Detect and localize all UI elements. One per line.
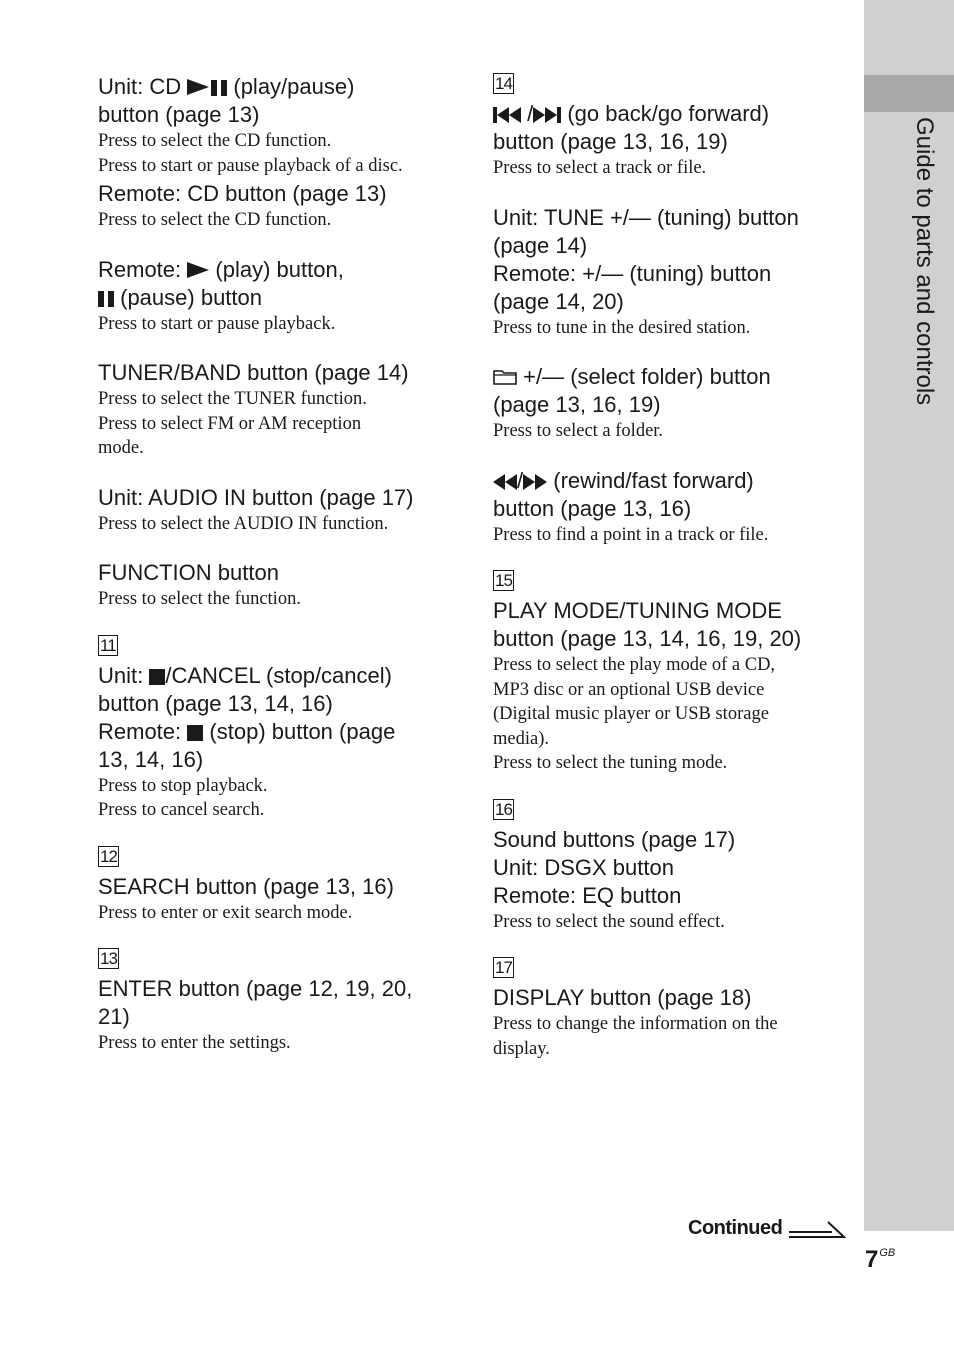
entry-description: Press to select the play mode of a CD, (493, 655, 776, 675)
entry-heading: FUNCTION button (98, 560, 279, 585)
entry-description: Press to select the function. (98, 589, 301, 609)
entry-sound (493, 826, 838, 935)
entry-heading: PLAY MODE/TUNING MODE (493, 598, 782, 623)
entry-description: Press to start or pause playback of a disc. (98, 155, 403, 176)
entry-display (493, 984, 838, 1061)
entry-description: Press to start or pause playback. (98, 313, 336, 334)
entry-rewind-fast-forward (493, 467, 838, 548)
page-number (865, 1246, 895, 1274)
rewind-icon (493, 474, 505, 490)
pause-icon (211, 80, 227, 96)
section-title: Guide to parts and controls (911, 117, 938, 406)
entry-description: Press to select a track or file. (493, 158, 707, 178)
item-number-11: 11 (100, 635, 116, 655)
continued-arrow-icon (788, 1218, 846, 1240)
entry-heading-line: (pause) button (98, 284, 450, 312)
entry-heading-line: 13, 14, 16) (98, 746, 204, 772)
entry-description: Press to select the CD function. (98, 131, 332, 151)
left-column (98, 73, 450, 1079)
entry-heading: Sound buttons (page 17) (493, 826, 736, 852)
item-number-14: 14 (495, 74, 512, 93)
entry-tuner-band (98, 359, 450, 461)
entry-description: Press to select a folder. (493, 421, 664, 441)
next-icon (557, 107, 561, 123)
stop-icon (149, 669, 165, 685)
pause-icon (98, 291, 114, 307)
continued-label: Continued (688, 1217, 783, 1239)
entry-description: Press to find a point in a track or file. (493, 524, 769, 545)
entry-function (98, 559, 450, 612)
stop-icon (187, 725, 203, 741)
entry-description: Press to select the CD function. (98, 210, 332, 230)
sidebar-tab-marker (864, 75, 954, 112)
entry-description: display. (493, 1038, 550, 1059)
entry-heading-line: Remote: EQ button (493, 882, 682, 908)
next-icon-arrow (545, 107, 557, 123)
entry-description: Press to select the tuning mode. (493, 753, 728, 773)
fast-forward-icon-arrow (535, 474, 547, 490)
next-icon-arrow (533, 107, 545, 123)
entry-heading: ENTER button (page 12, 19, 20, (98, 976, 413, 1001)
play-icon (187, 262, 209, 278)
fast-forward-icon (523, 474, 535, 490)
page-number-suffix: GB (879, 1247, 896, 1259)
entry-heading-line: button (page 13, 14, 16, 19, 20) (493, 626, 802, 651)
entry-description: Press to select FM or AM reception (98, 413, 362, 434)
rewind-icon-arrow (505, 474, 517, 490)
entry-description: Press to select the sound effect. (493, 911, 725, 932)
entry-heading-line: (page 14) (493, 232, 588, 258)
entry-description: (Digital music player or USB storage (493, 704, 769, 724)
item-number-12: 12 (100, 846, 117, 866)
entry-heading: DISPLAY button (page 18) (493, 985, 752, 1010)
entry-description: Press to select the AUDIO IN function. (98, 513, 389, 534)
entry-heading: Unit: /CANCEL (stop/cancel) (98, 662, 392, 688)
previous-icon-arrow (497, 107, 509, 123)
entry-heading-line: button (page 13) (98, 102, 260, 127)
entry-enter (98, 975, 450, 1056)
item-number-16: 16 (495, 799, 512, 819)
entry-heading-line: button (page 13, 16) (493, 495, 692, 521)
entry-description: Press to enter or exit search mode. (98, 902, 353, 923)
entry-remote-cd (98, 180, 450, 233)
entry-heading: Remote: (play) button, (98, 256, 344, 282)
entry-description: Press to change the information on the (493, 1014, 778, 1034)
entry-tune (493, 204, 838, 341)
entry-description: Press to stop playback. (98, 775, 268, 796)
entry-stop-cancel (98, 662, 450, 823)
entry-description: Press to tune in the desired station. (493, 317, 751, 338)
entry-description: media). (493, 728, 549, 749)
play-icon (187, 79, 209, 95)
folder-icon (493, 369, 517, 385)
entry-go-back-forward (493, 100, 838, 181)
entry-description: Press to select the TUNER function. (98, 389, 367, 409)
entry-heading-line: Unit: DSGX button (493, 854, 674, 880)
entry-heading-line: Remote: +/— (tuning) button (493, 260, 772, 286)
sidebar-band (864, 0, 954, 1231)
item-number-13: 13 (100, 949, 117, 968)
entry-heading: SEARCH button (page 13, 16) (98, 873, 394, 899)
entry-heading-line: 21) (98, 1004, 130, 1029)
entry-heading-line: (page 13, 16, 19) (493, 392, 661, 417)
entry-heading-line: (page 14, 20) (493, 288, 624, 314)
entry-play-mode (493, 597, 838, 776)
entry-select-folder (493, 363, 838, 444)
entry-description: Press to enter the settings. (98, 1033, 291, 1053)
entry-heading-line: button (page 13, 16, 19) (493, 129, 728, 154)
entry-heading: Remote: CD button (page 13) (98, 181, 387, 206)
entry-heading: / (rewind/fast forward) (493, 467, 838, 495)
entry-heading: / (go back/go forward) (493, 100, 838, 128)
entry-remote-play-pause (98, 256, 450, 337)
right-column (493, 73, 838, 1084)
previous-icon-arrow (509, 107, 521, 123)
entry-description: MP3 disc or an optional USB device (493, 679, 765, 700)
entry-unit-cd-play-pause (98, 73, 450, 178)
entry-heading: Unit: CD (play/pause) (98, 74, 355, 99)
item-number-15: 15 (495, 571, 512, 590)
entry-description: Press to cancel search. (98, 800, 265, 820)
item-number-17: 17 (495, 958, 512, 977)
entry-heading-line: Remote: (stop) button (page (98, 718, 396, 744)
page-number-value: 7 (865, 1246, 879, 1273)
entry-heading: Unit: AUDIO IN button (page 17) (98, 484, 414, 510)
entry-heading: Unit: TUNE +/— (tuning) button (493, 204, 799, 230)
entry-description: mode. (98, 438, 144, 458)
entry-heading: +/— (select folder) button (493, 363, 838, 391)
entry-search (98, 873, 450, 926)
entry-heading: TUNER/BAND button (page 14) (98, 360, 409, 385)
continued-marker (688, 1217, 846, 1240)
entry-heading-line: button (page 13, 14, 16) (98, 690, 333, 716)
entry-audio-in (98, 484, 450, 537)
